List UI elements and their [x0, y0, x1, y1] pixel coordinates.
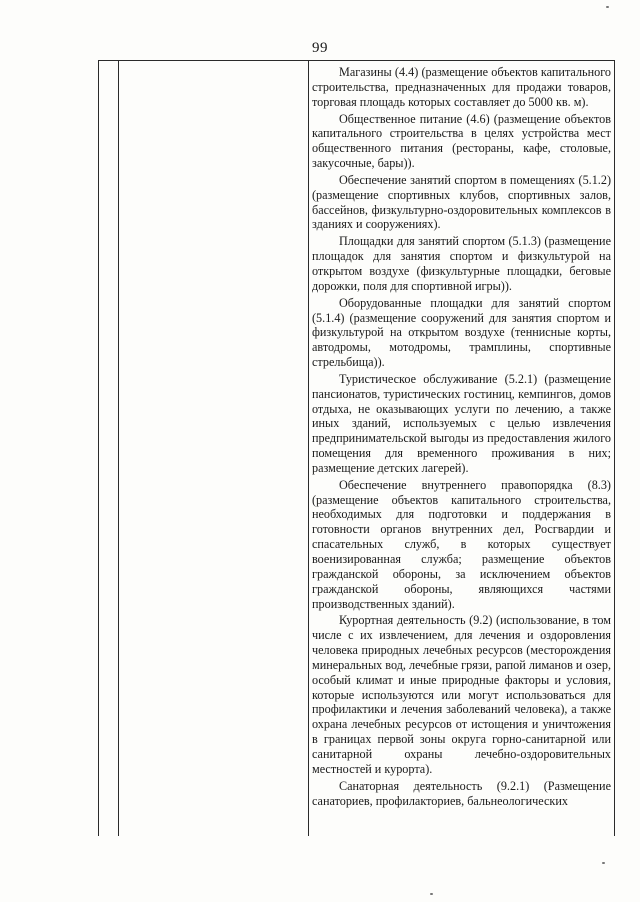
use-paragraph: Общественное питание (4.6) (размещение объектов капитального строительства в целях устройства мест общественного питания (рестораны, кафе, столовые, закусочные, бары)). — [312, 111, 611, 171]
use-paragraph: Оборудованные площадки для занятий спортом (5.1.4) (размещение сооружений для занятия спортом и физкультурой на открытом воздухе (теннисные корты, автодромы, мотодромы, трамплины, спортивные стрельбища)). — [312, 295, 611, 370]
use-paragraph: Курортная деятельность (9.2) (использование, в том числе с их извлечением, для лечения и оздоровления человека природных лечебных ресурсов (месторождения минеральных вод, лечебные грязи, рапой лиманов и озер, особый климат и иные природные факторы и условия, которые используются или могут использоваться для профилактики и лечения заболеваний человека), а также охрана лечебных ресурсов от истощения и уничтожения в границах первой зоны округа горно-санитарной или санитарной охраны лечебно-оздоровительных местностей и курорта). — [312, 613, 611, 776]
permitted-uses-cell — [309, 61, 615, 837]
use-paragraph: Магазины (4.4) (размещение объектов капитального строительства, предназначенных для продажи товаров, торговая площадь которых составляет до 5000 кв. м). — [312, 65, 611, 109]
scan-speck — [606, 6, 609, 8]
page-number: 99 — [312, 40, 328, 56]
zone-cell — [119, 61, 309, 837]
table-row — [99, 61, 615, 837]
number-cell — [99, 61, 119, 837]
use-paragraph: Санаторная деятельность (9.2.1) (Размещение санаториев, профилакториев, бальнеологических — [312, 778, 611, 808]
scan-speck — [430, 893, 433, 895]
land-use-table — [98, 60, 615, 836]
use-paragraph: Обеспечение занятий спортом в помещениях (5.1.2) (размещение спортивных клубов, спортивных залов, бассейнов, физкультурно-оздоровительных комплексов в зданиях и сооружениях). — [312, 172, 611, 232]
scan-speck — [602, 862, 605, 864]
use-paragraph: Площадки для занятий спортом (5.1.3) (размещение площадок для занятия спортом и физкультурой на открытом воздухе (физкультурные площадки, беговые дорожки, поля для спортивной игры)). — [312, 234, 611, 293]
use-paragraph: Туристическое обслуживание (5.2.1) (размещение пансионатов, туристических гостиниц, кемпингов, домов отдыха, не оказывающих услуги по лечению, а также иных зданий, используемых с целью извлечения предпринимательской выгоды из предоставления жилого помещения для временного проживания в них; размещение детских лагерей). — [312, 371, 611, 475]
use-paragraph: Обеспечение внутреннего правопорядка (8.3) (размещение объектов капитального строительства, необходимых для подготовки и поддержания в готовности органов внутренних дел, Росгвардии и спасательных служб, в которых существует военизированная служба; размещение объектов гражданской обороны, за исключением объектов гражданской обороны, являющихся частями производственных зданий). — [312, 477, 611, 611]
